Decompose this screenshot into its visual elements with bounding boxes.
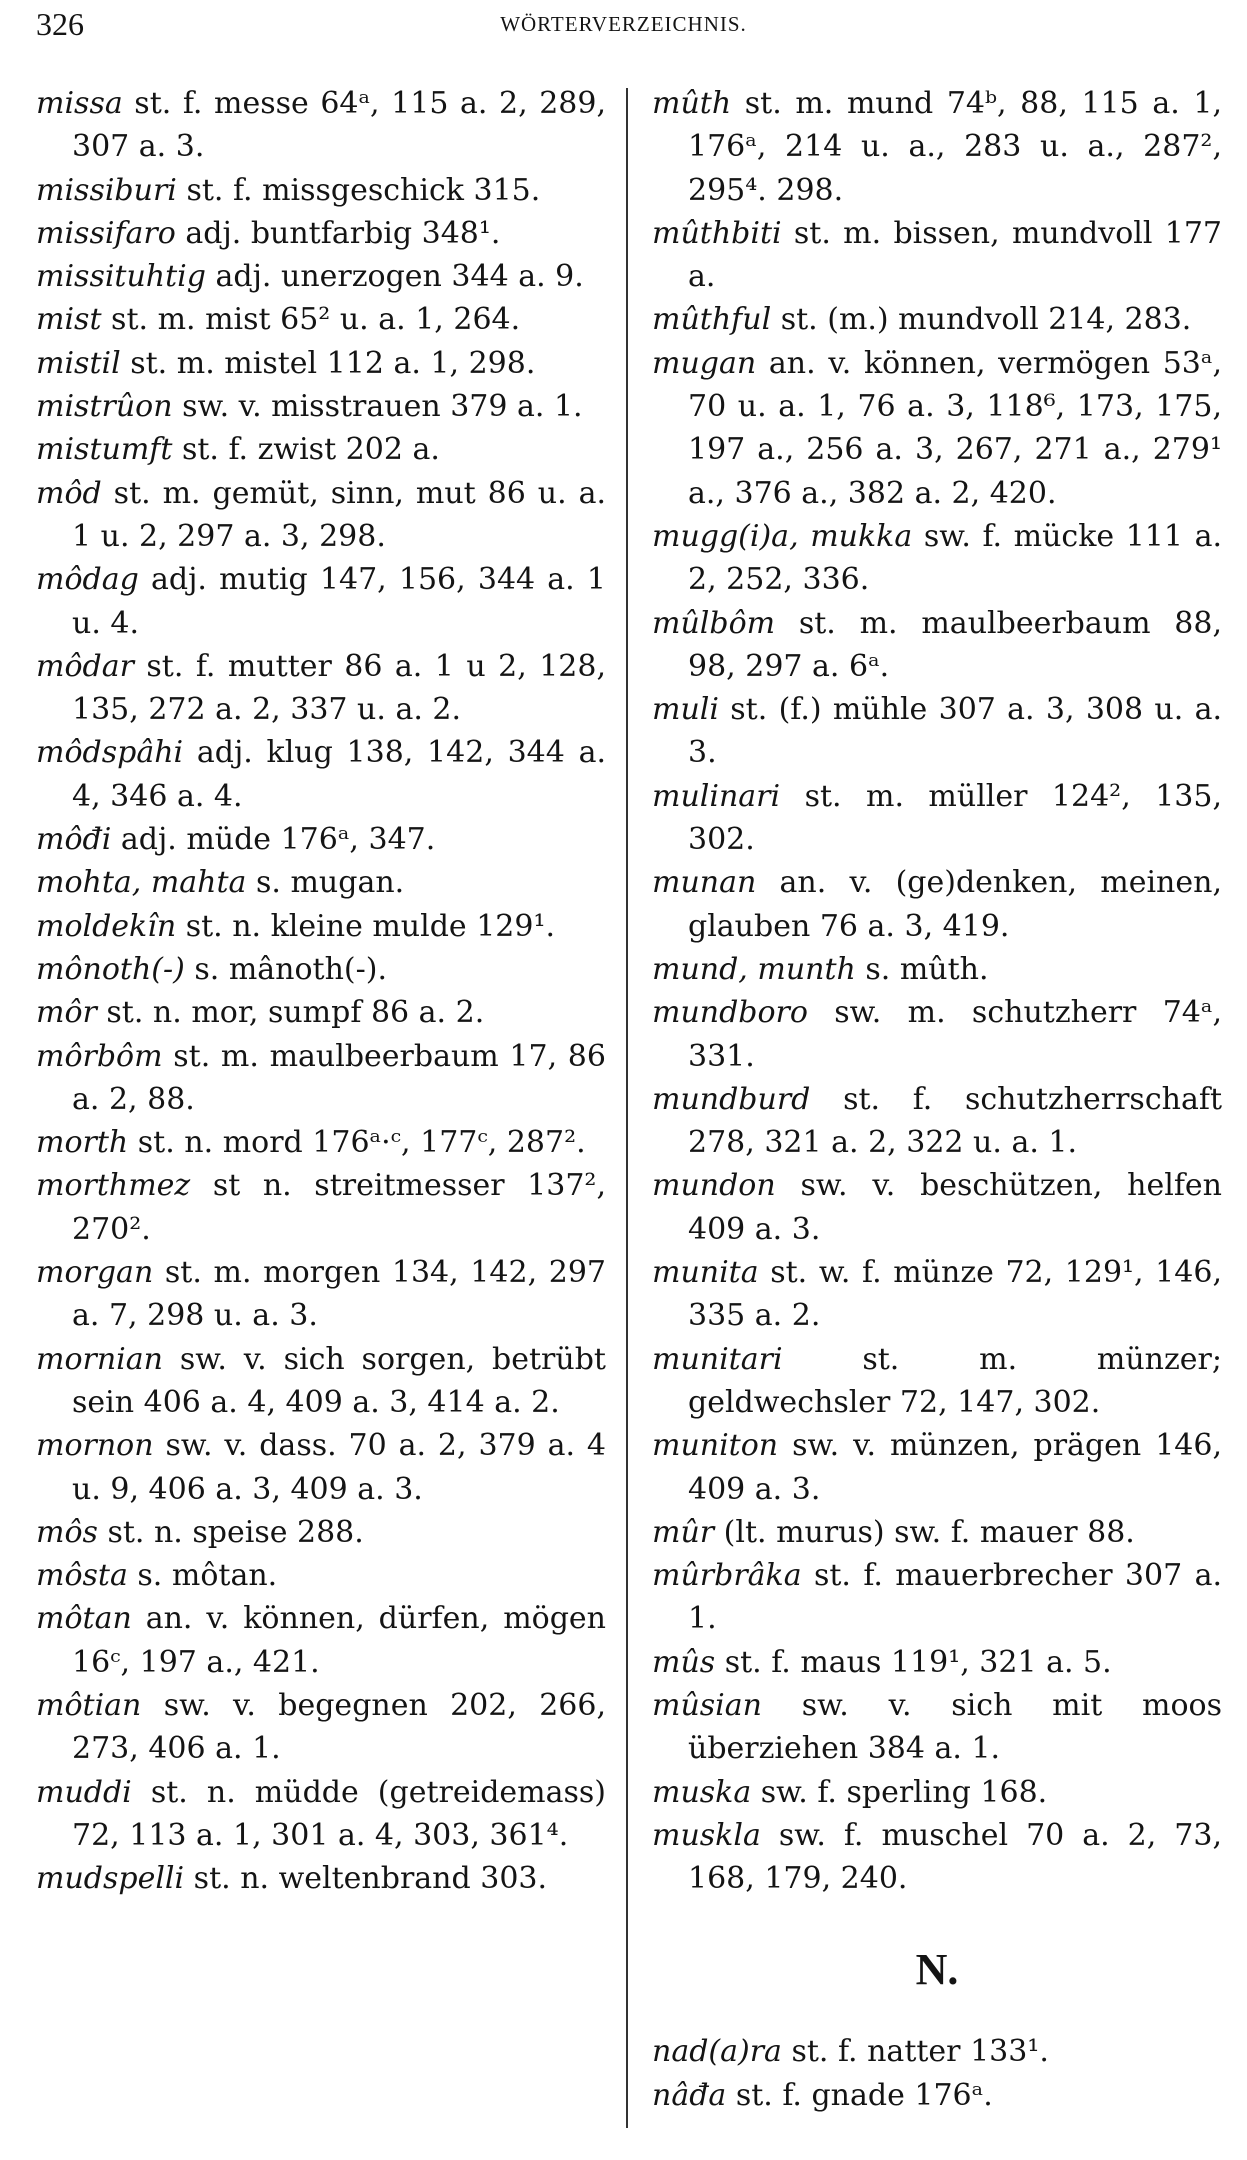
entry-definition: st. n. weltenbrand 303. <box>193 1861 548 1897</box>
entry-definition: st. n. müdde (getreidemass) 72, 113 a. 1, 301 a. 4, 303, 361⁴. <box>72 1774 606 1853</box>
entry-headword: mornian <box>36 1341 163 1377</box>
dictionary-entry <box>36 991 606 1034</box>
entry-headword: muddi <box>36 1774 132 1810</box>
entry-headword: mûthbiti <box>652 215 782 251</box>
entry-headword: muniton <box>652 1428 779 1464</box>
dictionary-entry <box>36 948 606 991</box>
dictionary-entry <box>652 688 1222 775</box>
entry-definition: st. f. maus 119¹, 321 a. 5. <box>724 1644 1112 1680</box>
entry-definition: st. n. kleine mulde 129¹. <box>185 908 556 944</box>
entry-definition: st n. streitmesser 137², 270². <box>72 1168 606 1247</box>
entry-headword: mulinari <box>652 778 781 814</box>
entry-headword: môr <box>36 995 97 1031</box>
entry-definition: sw. m. schutzherr 74ᵃ, 331. <box>688 995 1222 1074</box>
entry-headword: muli <box>652 692 719 728</box>
dictionary-entry <box>652 1684 1222 1771</box>
dictionary-entry <box>36 212 606 255</box>
entry-definition: sw. v. begegnen 202, 266, 273, 406 a. 1. <box>72 1687 606 1767</box>
dictionary-entry <box>36 1164 606 1251</box>
entry-headword: morthmez <box>36 1168 191 1204</box>
dictionary-entry <box>652 1554 1222 1641</box>
dictionary-entry <box>652 991 1222 1078</box>
dictionary-entry <box>36 1597 606 1684</box>
dictionary-entry <box>36 861 606 904</box>
entry-headword: môsta <box>36 1558 128 1594</box>
section-n-entries <box>652 2030 1222 2117</box>
dictionary-entry <box>652 342 1222 515</box>
dictionary-entry <box>652 1814 1222 1901</box>
entry-definition: s. mûth. <box>865 951 989 987</box>
entry-headword: môđi <box>36 822 112 858</box>
dictionary-entry <box>36 82 606 169</box>
entry-definition: an. v. (ge)denken, meinen, glauben 76 a. 3, 419. <box>688 865 1222 944</box>
dictionary-entry <box>36 1511 606 1554</box>
entry-definition: st. m. mund 74ᵇ, 88, 115 a. 1, 176ᵃ, 214 u. a., 283 u. a., 287², 295⁴. 298. <box>688 86 1222 208</box>
entry-definition: st. f. mutter 86 a. 1 u 2, 128, 135, 272 a. 2, 337 u. a. 2. <box>72 648 606 728</box>
entry-headword: morgan <box>36 1255 154 1291</box>
entry-definition: st. m. mist 65² u. a. 1, 264. <box>111 302 521 338</box>
dictionary-entry <box>652 1164 1222 1251</box>
dictionary-entry <box>652 298 1222 341</box>
dictionary-entry <box>36 731 606 818</box>
entry-headword: missituhtig <box>36 259 206 295</box>
entry-definition: adj. mutig 147, 156, 344 a. 1 u. 4. <box>72 562 606 641</box>
column-divider <box>626 88 628 2128</box>
entry-definition: st. m. müller 124², 135, 302. <box>688 778 1222 858</box>
entry-definition: st. (f.) mühle 307 a. 3, 308 u. a. 3. <box>688 692 1222 771</box>
dictionary-entry <box>36 645 606 732</box>
dictionary-entry <box>652 775 1222 862</box>
entry-headword: mist <box>36 302 102 338</box>
entry-definition: s. môtan. <box>137 1558 278 1594</box>
entry-definition: sw. v. beschützen, helfen 409 a. 3. <box>688 1168 1222 1247</box>
dictionary-entry <box>652 948 1222 991</box>
entry-headword: munitari <box>652 1341 783 1377</box>
entry-headword: mûthful <box>652 302 772 338</box>
entry-definition: st. n. mor, sumpf 86 a. 2. <box>106 995 485 1031</box>
entry-headword: mundboro <box>652 995 808 1031</box>
entry-headword: mûs <box>652 1644 716 1680</box>
entry-definition: an. v. können, dürfen, mögen 16ᶜ, 197 a., 421. <box>72 1601 606 1680</box>
entry-headword: mohta, mahta <box>36 865 247 901</box>
entry-headword: mudspelli <box>36 1861 185 1897</box>
entry-headword: missa <box>36 86 123 121</box>
dictionary-entry <box>652 1771 1222 1814</box>
entry-definition: adj. klug 138, 142, 344 a. 4, 346 a. 4. <box>72 735 606 814</box>
entry-headword: mistil <box>36 345 121 381</box>
entry-definition: sw. f. muschel 70 a. 2, 73, 168, 179, 240. <box>688 1817 1222 1897</box>
dictionary-entry <box>652 602 1222 689</box>
entry-definition: (lt. murus) sw. f. mauer 88. <box>723 1514 1135 1550</box>
entry-definition: st. f. missgeschick 315. <box>186 172 541 208</box>
entry-definition: sw. v. sich sorgen, betrübt sein 406 a. 4, 409 a. 3, 414 a. 2. <box>72 1341 606 1420</box>
dictionary-entry <box>36 428 606 471</box>
entry-headword: mugg(i)a, mukka <box>652 518 913 554</box>
dictionary-entry <box>652 1424 1222 1511</box>
entry-definition: st. m. münzer; geldwechsler 72, 147, 302. <box>688 1341 1222 1420</box>
entry-definition: st. n. mord 176ᵃ·ᶜ, 177ᶜ, 287². <box>137 1125 586 1161</box>
dictionary-entry <box>652 1641 1222 1684</box>
dictionary-entry <box>36 558 606 645</box>
dictionary-entry <box>652 1251 1222 1338</box>
entry-headword: missiburi <box>36 172 177 208</box>
left-column <box>36 82 606 1900</box>
entry-definition: st. f. natter 133¹. <box>791 2034 1049 2070</box>
entry-headword: muskla <box>652 1817 761 1853</box>
right-column <box>652 82 1222 2117</box>
entry-headword: munan <box>652 865 757 901</box>
entry-headword: môdspâhi <box>36 735 184 771</box>
entry-definition: st. (m.) mundvoll 214, 283. <box>780 302 1192 338</box>
entry-headword: mûlbôm <box>652 605 776 641</box>
entry-definition: st. m. morgen 134, 142, 297 a. 7, 298 u. a. 3. <box>72 1255 606 1334</box>
section-heading-n: N. <box>915 1945 959 1995</box>
entry-definition: st. f. zwist 202 a. <box>181 432 440 468</box>
entry-definition: st. m. maulbeerbaum 88, 98, 297 a. 6ᵃ. <box>688 605 1222 684</box>
entry-definition: st. m. gemüt, sinn, mut 86 u. a. 1 u. 2, 297 a. 3, 298. <box>72 475 606 554</box>
entry-headword: mistumft <box>36 432 173 468</box>
dictionary-entry <box>36 1424 606 1511</box>
entry-headword: mornon <box>36 1428 154 1464</box>
dictionary-entry <box>36 255 606 298</box>
entry-headword: môdag <box>36 562 139 598</box>
entry-headword: môs <box>36 1514 98 1550</box>
entry-headword: mûrbrâka <box>652 1558 802 1594</box>
dictionary-entry <box>652 2030 1222 2073</box>
dictionary-entry <box>652 515 1222 602</box>
entry-headword: nâđa <box>652 2077 727 2113</box>
dictionary-entry <box>36 1554 606 1597</box>
dictionary-entry <box>652 2074 1222 2117</box>
entry-definition: sw. v. münzen, prägen 146, 409 a. 3. <box>688 1428 1222 1507</box>
entry-headword: missifaro <box>36 215 176 251</box>
entry-headword: môtian <box>36 1687 142 1723</box>
dictionary-entry <box>36 1121 606 1164</box>
entry-headword: mugan <box>652 345 757 381</box>
entry-definition: adj. buntfarbig 348¹. <box>185 215 501 251</box>
entry-definition: st. m. maulbeerbaum 17, 86 a. 2, 88. <box>72 1038 606 1117</box>
entry-definition: s. mugan. <box>256 865 405 901</box>
entry-headword: mûth <box>652 86 732 121</box>
entry-definition: st. f. gnade 176ᵃ. <box>735 2077 993 2113</box>
entry-headword: morth <box>36 1125 129 1161</box>
entry-headword: mund, munth <box>652 951 856 987</box>
entry-definition: sw. v. misstrauen 379 a. 1. <box>182 389 583 425</box>
dictionary-entry <box>652 1511 1222 1554</box>
entry-headword: môdar <box>36 648 134 684</box>
entry-headword: mûr <box>652 1514 715 1550</box>
entry-headword: môd <box>36 475 102 511</box>
dictionary-entry <box>36 472 606 559</box>
entry-headword: mundon <box>652 1168 776 1204</box>
entry-definition: sw. v. dass. 70 a. 2, 379 a. 4 u. 9, 406 a. 3, 409 a. 3. <box>72 1428 606 1507</box>
entry-definition: an. v. können, vermögen 53ᵃ, 70 u. a. 1, 76 a. 3, 118⁶, 173, 175, 197 a., 256 a. 3, 267, 271 a., 279¹ a., 376 a., 382 a. 2, 420. <box>688 345 1223 511</box>
entry-headword: mûsian <box>652 1687 762 1723</box>
entry-definition: adj. müde 176ᵃ, 347. <box>120 822 436 858</box>
entry-headword: mônoth(-) <box>36 951 185 987</box>
dictionary-entry <box>36 385 606 428</box>
dictionary-entry <box>36 298 606 341</box>
entry-definition: st. f. messe 64ᵃ, 115 a. 2, 289, 307 a. 3. <box>72 86 606 165</box>
dictionary-entry <box>36 1035 606 1122</box>
dictionary-entry <box>652 1078 1222 1165</box>
entry-headword: muska <box>652 1774 752 1810</box>
entry-headword: mistrûon <box>36 389 173 425</box>
dictionary-entry <box>36 1251 606 1338</box>
entry-headword: nad(a)ra <box>652 2034 782 2070</box>
dictionary-entry <box>652 212 1222 299</box>
entry-definition: st. f. schutzherrschaft 278, 321 a. 2, 322 u. a. 1. <box>688 1081 1222 1161</box>
dictionary-entry <box>652 82 1222 212</box>
dictionary-entry <box>652 861 1222 948</box>
entry-definition: s. mânoth(-). <box>194 951 388 987</box>
entry-headword: môtan <box>36 1601 132 1637</box>
entry-headword: moldekîn <box>36 908 177 944</box>
dictionary-entry <box>36 169 606 212</box>
entry-definition: st. f. mauerbrecher 307 a. 1. <box>688 1558 1222 1637</box>
dictionary-entry <box>36 818 606 861</box>
right-column-entries <box>652 82 1222 1900</box>
dictionary-entry <box>36 1338 606 1425</box>
entry-headword: mundburd <box>652 1081 811 1117</box>
dictionary-entry <box>36 1684 606 1771</box>
entry-headword: môrbôm <box>36 1038 163 1074</box>
dictionary-entry <box>652 1338 1222 1425</box>
dictionary-entry <box>36 342 606 385</box>
entry-definition: sw. f. sperling 168. <box>760 1774 1048 1810</box>
entry-definition: st. m. bissen, mundvoll 177 a. <box>688 215 1222 295</box>
page-number: 326 <box>36 6 84 42</box>
entry-headword: munita <box>652 1255 759 1291</box>
entry-definition: sw. v. sich mit moos überziehen 384 a. 1. <box>688 1687 1222 1767</box>
entry-definition: adj. unerzogen 344 a. 9. <box>215 259 584 295</box>
running-title: WÖRTERVERZEICHNIS. <box>500 12 747 36</box>
dictionary-entry <box>36 1857 606 1900</box>
entry-definition: st. m. mistel 112 a. 1, 298. <box>130 345 536 381</box>
entry-definition: st. w. f. münze 72, 129¹, 146, 335 a. 2. <box>688 1255 1222 1334</box>
dictionary-entry <box>36 905 606 948</box>
entry-definition: st. n. speise 288. <box>107 1514 364 1550</box>
dictionary-entry <box>36 1771 606 1858</box>
entry-definition: sw. f. mücke 111 a. 2, 252, 336. <box>688 518 1222 598</box>
